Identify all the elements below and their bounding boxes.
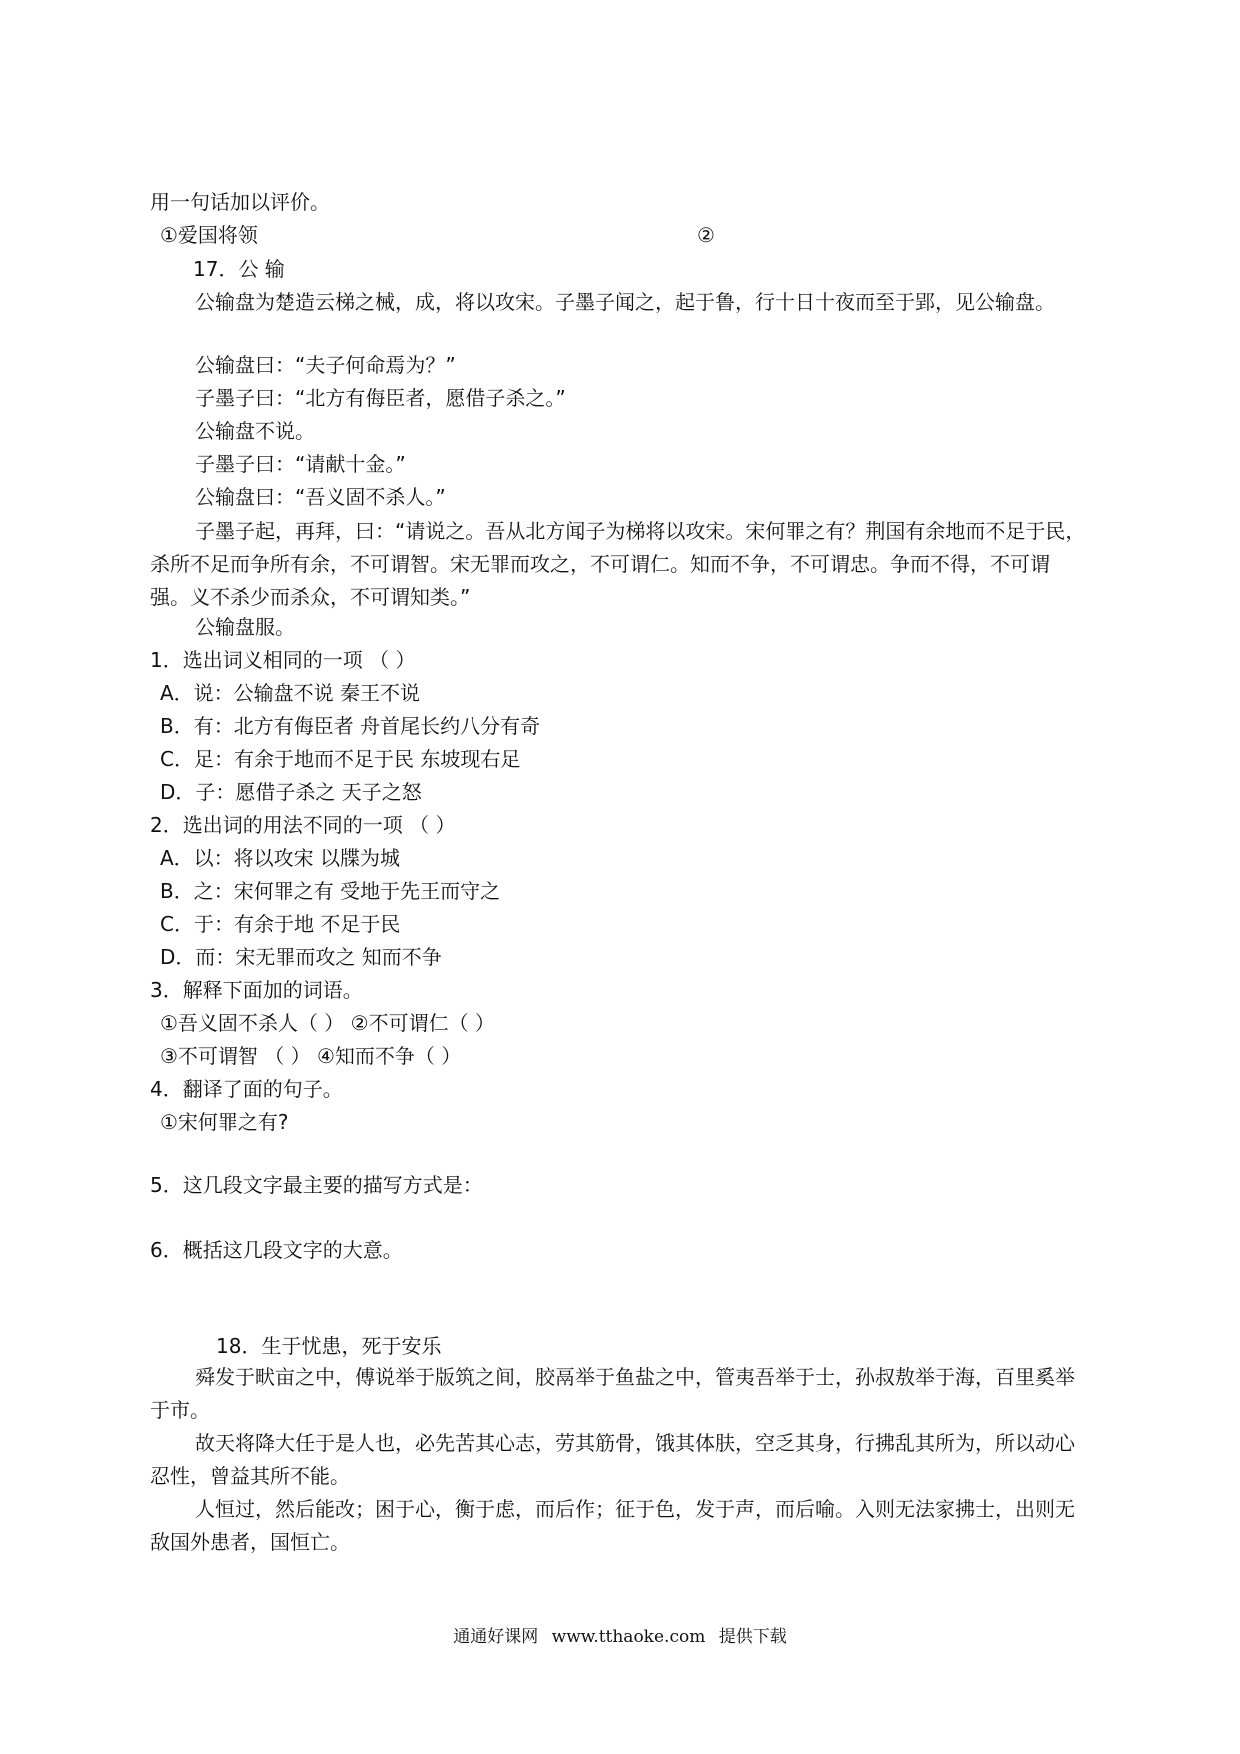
question-1-option-c: C．足：有余于地而不足于民 东坡现右足 [160, 747, 521, 771]
s17-line-6: 公输盘服。 [195, 615, 295, 639]
footer-site-name: 通通好课网 [453, 1627, 539, 1647]
question-4-item-1: ①宋何罪之有? [160, 1110, 289, 1134]
question-3-line-2: ③不可谓智 （ ） ④知而不争（ ） [160, 1044, 462, 1068]
s18-para-3: 人恒过，然后能改；困于心，衡于虑，而后作；征于色，发于声，而后喻。入则无法家拂士，出则无敌国外患者，国恒亡。 [150, 1497, 1075, 1554]
question-4: 4．翻译了面的句子。 [150, 1077, 343, 1101]
answer-2: ② [697, 223, 715, 247]
question-2-option-a: A．以：将以攻宋 以牒为城 [160, 846, 401, 870]
question-2-option-c: C．于：有余于地 不足于民 [160, 912, 401, 936]
question-1-option-b: B．有：北方有侮臣者 舟首尾长约八分有奇 [160, 714, 541, 738]
question-1-option-a: A．说：公输盘不说 秦王不说 [160, 681, 421, 705]
question-1: 1．选出词义相同的一项 （ ） [150, 648, 416, 672]
footer-url[interactable]: www.tthaoke.com [551, 1627, 706, 1647]
question-2-option-b: B．之：宋何罪之有 受地于先王而守之 [160, 879, 501, 903]
intro-line: 用一句话加以评价。 [150, 190, 330, 214]
s17-line-2: 子墨子曰：“北方有侮臣者，愿借子杀之。” [195, 386, 566, 410]
question-2: 2．选出词的用法不同的一项 （ ） [150, 813, 456, 837]
question-5: 5．这几段文字最主要的描写方式是： [150, 1173, 483, 1197]
section-17-title: 17．公 输 [193, 257, 285, 281]
question-2-option-d: D．而：宋无罪而攻之 知而不争 [160, 945, 442, 969]
s17-para-1: 公输盘为楚造云梯之械，成，将以攻宋。子墨子闻之，起于鲁，行十日十夜而至于郢，见公输盘。 [195, 290, 1055, 314]
s17-para-2: 子墨子起，再拜，曰：“请说之。吾从北方闻子为梯将以攻宋。宋何罪之有？荆国有余地而不足于民，杀所不足而争所有余，不可谓智。宋无罪而攻之，不可谓仁。知而不争，不可谓忠。争而不得，不可谓强。义不杀少而杀众，不可谓知类。” [150, 519, 1086, 609]
question-1-option-d: D．子：愿借子杀之 天子之怒 [160, 780, 422, 804]
footer-note: 提供下载 [718, 1627, 787, 1647]
question-3-line-1: ①吾义固不杀人（ ） ②不可谓仁（ ） [160, 1011, 495, 1035]
page-footer [0, 1622, 1240, 1647]
answer-1: ①爱国将领 [160, 223, 258, 247]
s17-line-5: 公输盘曰：“吾义固不杀人。” [195, 485, 446, 509]
s17-line-4: 子墨子曰：“请献十金。” [195, 452, 406, 476]
question-3: 3．解释下面加的词语。 [150, 978, 363, 1002]
section-18-title: 18．生于忧患，死于安乐 [216, 1334, 442, 1358]
s18-para-2: 故天将降大任于是人也，必先苦其心志，劳其筋骨，饿其体肤，空乏其身，行拂乱其所为，所以动心忍性，曾益其所不能。 [150, 1431, 1075, 1488]
s17-line-3: 公输盘不说。 [195, 419, 315, 443]
s17-line-1: 公输盘曰：“夫子何命焉为？” [195, 353, 456, 377]
s18-para-1: 舜发于畎亩之中，傅说举于版筑之间，胶鬲举于鱼盐之中，管夷吾举于士，孙叔敖举于海，百里奚举于市。 [150, 1365, 1075, 1422]
question-6: 6．概括这几段文字的大意。 [150, 1238, 403, 1262]
